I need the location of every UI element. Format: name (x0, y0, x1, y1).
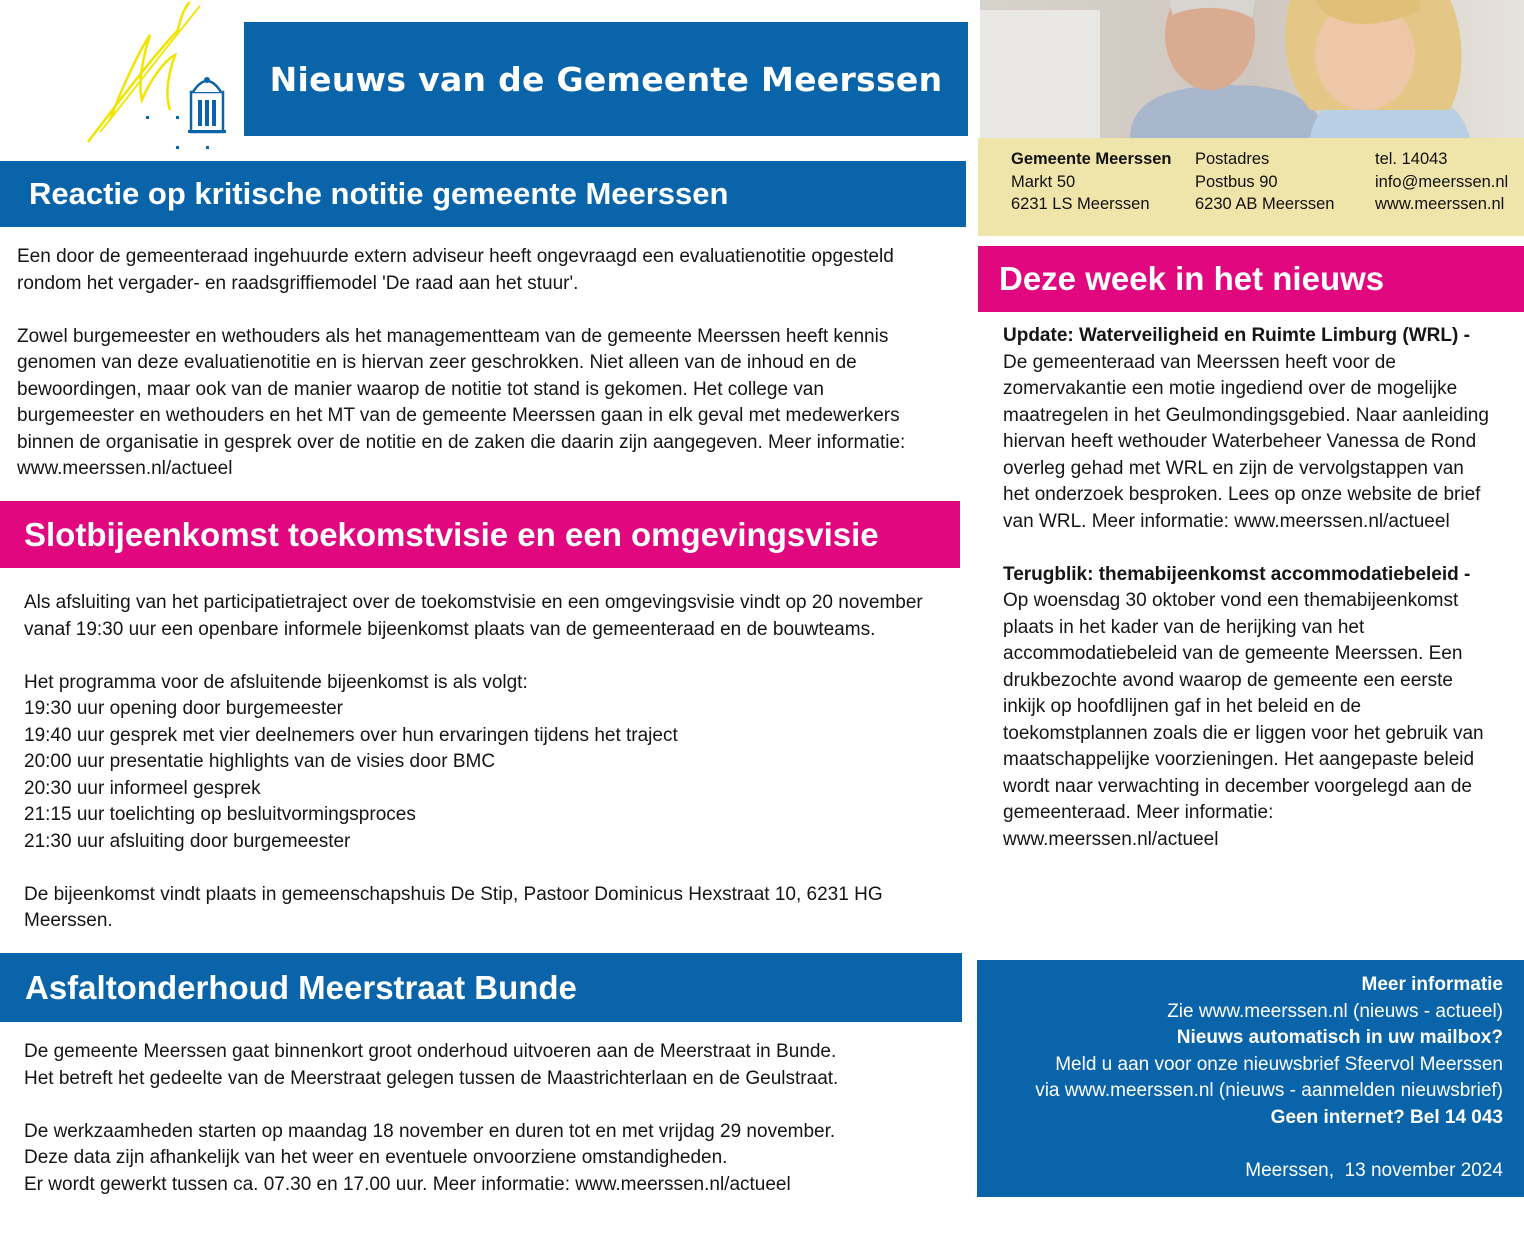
article2-line: vanaf 19:30 uur een openbare informele bijeenkomst plaats van de gemeenteraad en de bouwteams. (24, 618, 876, 640)
program-item: 19:30 uur opening door burgemeester (24, 698, 344, 719)
contact-email[interactable]: info@meerssen.nl (1375, 172, 1509, 191)
postal-city: 6230 AB Meerssen (1195, 195, 1335, 213)
news-title: Deze week in het nieuws (999, 260, 1385, 297)
article1-line: binnen de organisatie in gesprek over de notitie en de zaken die daarin zijn aangegeven. Meer informatie: (17, 431, 906, 453)
contact-name: Gemeente Meerssen (1011, 150, 1172, 168)
info-date: Meerssen, 13 november 2024 (1245, 1159, 1503, 1181)
article1-line: bewoordingen, maar ook van de manier waarop de notitie tot stand is gekomen. Het college van (17, 378, 824, 400)
masthead-title: Nieuws van de Gemeente Meerssen (269, 59, 943, 99)
article1-line: Een door de gemeenteraad ingehuurde extern adviseur heeft ongevraagd een evaluatienotitie opgesteld (17, 246, 894, 267)
program-item: 20:30 uur informeel gesprek (24, 777, 261, 799)
info-newsletter-line: Meld u aan voor onze nieuwsbrief Sfeervol Meerssen (1055, 1053, 1503, 1075)
article1-title: Reactie op kritische notitie gemeente Meerssen (29, 176, 729, 211)
postal-label: Postadres (1195, 150, 1270, 168)
news-item2-heading: Terugblik: themabijeenkomst accommodatiebeleid - (1003, 563, 1471, 585)
article3-line: Het betreft het gedeelte van de Meerstraat gelegen tussen de Maastrichterlaan en de Geulstraat. (24, 1067, 839, 1089)
contact-city: 6231 LS Meerssen (1011, 195, 1150, 213)
news-item2-link[interactable]: www.meerssen.nl/actueel (1003, 828, 1219, 850)
program-item: 20:00 uur presentatie highlights van de visies door BMC (24, 751, 496, 772)
contact-address (1011, 148, 1172, 216)
contact-postal (1195, 148, 1334, 216)
news-item1-heading: Update: Waterveiligheid en Ruimte Limburg (WRL) - (1003, 325, 1470, 346)
article1-line: genomen van deze evaluatienotitie en is hiervan zeer geschrokken. Niet alleen van de inhoud en de (17, 352, 857, 373)
contact-block (978, 138, 1524, 236)
article3-line: De gemeente Meerssen gaat binnenkort groot onderhoud uitvoeren aan de Meerstraat in Bunde. (24, 1041, 837, 1062)
news-item2-line: plaats in het kader van de herijking van het (1003, 616, 1365, 638)
news-item1-line: overleg gehad met WRL en zijn de vervolgstappen van (1003, 457, 1464, 479)
info-heading-phone: Geen internet? Bel 14 043 (1270, 1106, 1503, 1128)
article2-line: Het programma voor de afsluitende bijeenkomst is als volgt: (24, 671, 528, 693)
program-item: 21:30 uur afsluiting door burgemeester (24, 830, 351, 852)
news-item2-line: maatschappelijke voorzieningen. Het aangepaste beleid (1003, 749, 1475, 770)
article1-line: rondom het vergader- en raadsgriffiemodel 'De raad aan het stuur'. (17, 272, 579, 294)
article2-title: Slotbijeenkomst toekomstvisie en een omgevingsvisie (24, 515, 879, 553)
article2-header (0, 501, 960, 568)
article2-line: De bijeenkomst vindt plaats in gemeenschapshuis De Stip, Pastoor Dominicus Hexstraat 10, 6231 HG (24, 883, 883, 905)
article3-line: Er wordt gewerkt tussen ca. 07.30 en 17.00 uur. Meer informatie: www.meerssen.nl/actueel (24, 1173, 791, 1195)
article3-title: Asfaltonderhoud Meerstraat Bunde (25, 968, 577, 1006)
article1-line: burgemeester en wethouders en het MT van de gemeente Meerssen gaan in elk geval met medewerkers (17, 405, 900, 426)
article3-header (0, 953, 962, 1022)
municipality-logo (80, 0, 240, 160)
news-item2-line: gemeenteraad. Meer informatie: (1003, 802, 1274, 823)
article1-header (0, 161, 966, 227)
masthead-banner (244, 22, 968, 136)
contact-online (1375, 148, 1508, 216)
news-body (1003, 323, 1513, 853)
news-item2-line: toekomstplannen zoals die er liggen voor het gebruik van (1003, 722, 1484, 744)
postal-box: Postbus 90 (1195, 172, 1278, 191)
article3-line: Deze data zijn afhankelijk van het weer en eventuele onvoorziene omstandigheden. (24, 1147, 728, 1168)
article2-line: Als afsluiting van het participatietraject over de toekomstvisie en een omgevingsvisie vindt op 20 november (24, 592, 923, 613)
news-item2-line: accommodatiebeleid van de gemeente Meerssen. Een (1003, 643, 1463, 664)
program-item: 21:15 uur toelichting op besluitvormingsproces (24, 804, 416, 825)
news-header (978, 246, 1524, 312)
info-heading-newsletter: Nieuws automatisch in uw mailbox? (1176, 1027, 1503, 1048)
news-item2-line: inkijk op hoofdlijnen gaf in het beleid en de (1003, 696, 1362, 717)
header-photo (980, 0, 1524, 138)
contact-phone: tel. 14043 (1375, 150, 1448, 168)
news-item1-line: hiervan heeft wethouder Waterbeheer Vanessa de Rond (1003, 431, 1477, 452)
news-item1-line: het onderzoek besproken. Lees op onze website de brief (1003, 484, 1481, 505)
municipal-building-icon (80, 0, 240, 160)
news-item1-line: De gemeenteraad van Meerssen heeft voor de (1003, 351, 1396, 373)
news-item2-line: Op woensdag 30 oktober vond een themabijeenkomst (1003, 590, 1459, 611)
program-item: 19:40 uur gesprek met vier deelnemers over hun ervaringen tijdens het traject (24, 724, 678, 746)
article2-body (24, 590, 964, 935)
article3-body (24, 1039, 954, 1198)
news-item1-line: maatregelen in het Geulmondingsgebied. Naar aanleiding (1003, 404, 1489, 426)
info-box (977, 960, 1524, 1197)
article1-link[interactable]: www.meerssen.nl/actueel (17, 458, 233, 479)
info-newsletter-link[interactable]: via www.meerssen.nl (nieuws - aanmelden nieuwsbrief) (1035, 1080, 1503, 1101)
news-item2-line: wordt naar verwachting in december voorgelegd aan de (1003, 775, 1472, 797)
contact-street: Markt 50 (1011, 172, 1076, 191)
couple-photo-icon (980, 0, 1524, 138)
contact-website[interactable]: www.meerssen.nl (1375, 195, 1505, 213)
article3-line: De werkzaamheden starten op maandag 18 november en duren tot en met vrijdag 29 november. (24, 1120, 836, 1142)
info-website-line[interactable]: Zie www.meerssen.nl (nieuws - actueel) (1167, 1000, 1503, 1022)
article1-body (17, 244, 962, 483)
info-heading-more: Meer informatie (1361, 974, 1503, 995)
news-item1-line: van WRL. Meer informatie: www.meerssen.nl/actueel (1003, 510, 1450, 532)
article1-line: Zowel burgemeester en wethouders als het managementteam van de gemeente Meerssen heeft kennis (17, 325, 889, 347)
news-item2-line: drukbezochte avond waarop de gemeente een eerste (1003, 669, 1453, 691)
article2-line: Meerssen. (24, 910, 113, 931)
news-item1-line: zomervakantie een motie ingediend over de mogelijke (1003, 378, 1458, 399)
